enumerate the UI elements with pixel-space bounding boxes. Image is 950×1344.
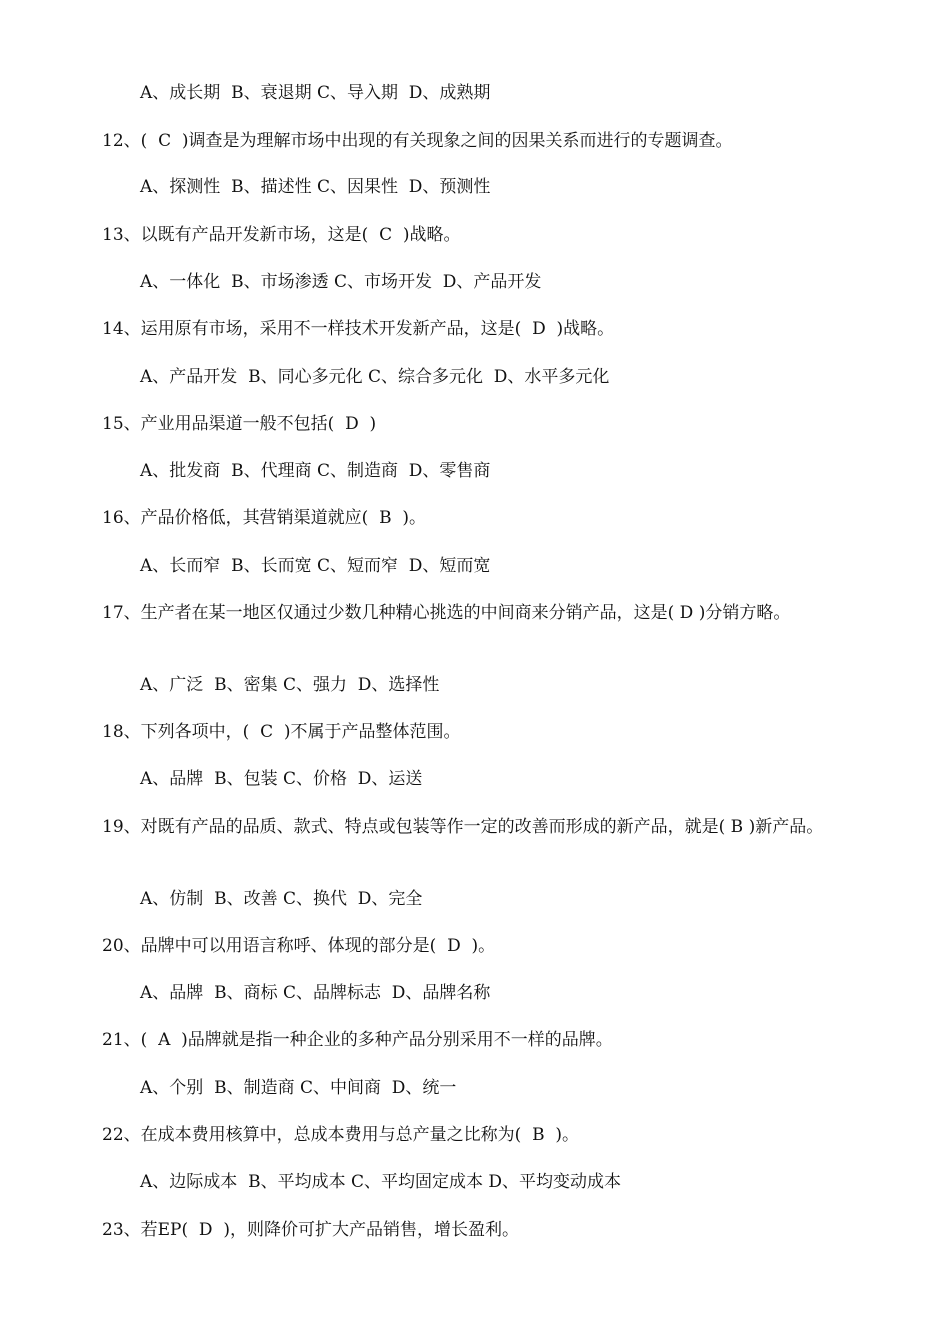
option-line-20: A、品牌 B、商标 C、品牌标志 D、品牌名称 — [140, 983, 491, 1003]
question-line-18: 18、下列各项中，( C )不属于产品整体范围。 — [102, 722, 461, 742]
option-line-18: A、品牌 B、包装 C、价格 D、运送 — [140, 769, 423, 789]
question-line-14: 14、运用原有市场，采用不一样技术开发新产品，这是( D )战略。 — [102, 319, 615, 339]
option-line-12: A、探测性 B、描述性 C、因果性 D、预测性 — [140, 177, 491, 197]
option-line-15: A、批发商 B、代理商 C、制造商 D、零售商 — [140, 461, 491, 481]
question-line-21: 21、( A )品牌就是指一种企业的多种产品分别采用不一样的品牌。 — [102, 1030, 613, 1050]
option-line-14: A、产品开发 B、同心多元化 C、综合多元化 D、水平多元化 — [140, 367, 610, 387]
question-line-17: 17、生产者在某一地区仅通过少数几种精心挑选的中间商来分销产品，这是( D )分销方略。 — [102, 603, 791, 623]
question-line-13: 13、以既有产品开发新市场，这是( C )战略。 — [102, 225, 461, 245]
question-line-20: 20、品牌中可以用语言称呼、体现的部分是( D )。 — [102, 936, 496, 956]
option-line-17: A、广泛 B、密集 C、强力 D、选择性 — [140, 675, 440, 695]
question-line-15: 15、产业用品渠道一般不包括( D ) — [102, 414, 377, 434]
question-line-23: 23、若EP( D )，则降价可扩大产品销售，增长盈利。 — [102, 1220, 519, 1240]
option-line-21: A、个别 B、制造商 C、中间商 D、统一 — [140, 1078, 457, 1098]
option-line-13: A、一体化 B、市场渗透 C、市场开发 D、产品开发 — [140, 272, 542, 292]
option-line-22: A、边际成本 B、平均成本 C、平均固定成本 D、平均变动成本 — [140, 1172, 622, 1192]
question-line-19: 19、对既有产品的品质、款式、特点或包装等作一定的改善而形成的新产品，就是( B )新产品。 — [102, 817, 824, 837]
option-line-19: A、仿制 B、改善 C、换代 D、完全 — [140, 889, 423, 909]
option-line-16: A、长而窄 B、长而宽 C、短而窄 D、短而宽 — [140, 556, 491, 576]
question-line-16: 16、产品价格低，其营销渠道就应( B )。 — [102, 508, 427, 528]
question-line-22: 22、在成本费用核算中，总成本费用与总产量之比称为( B )。 — [102, 1125, 580, 1145]
option-line-11: A、成长期 B、衰退期 C、导入期 D、成熟期 — [140, 83, 491, 103]
question-line-12: 12、( C )调查是为理解市场中出现的有关现象之间的因果关系而进行的专题调查。 — [102, 131, 733, 151]
